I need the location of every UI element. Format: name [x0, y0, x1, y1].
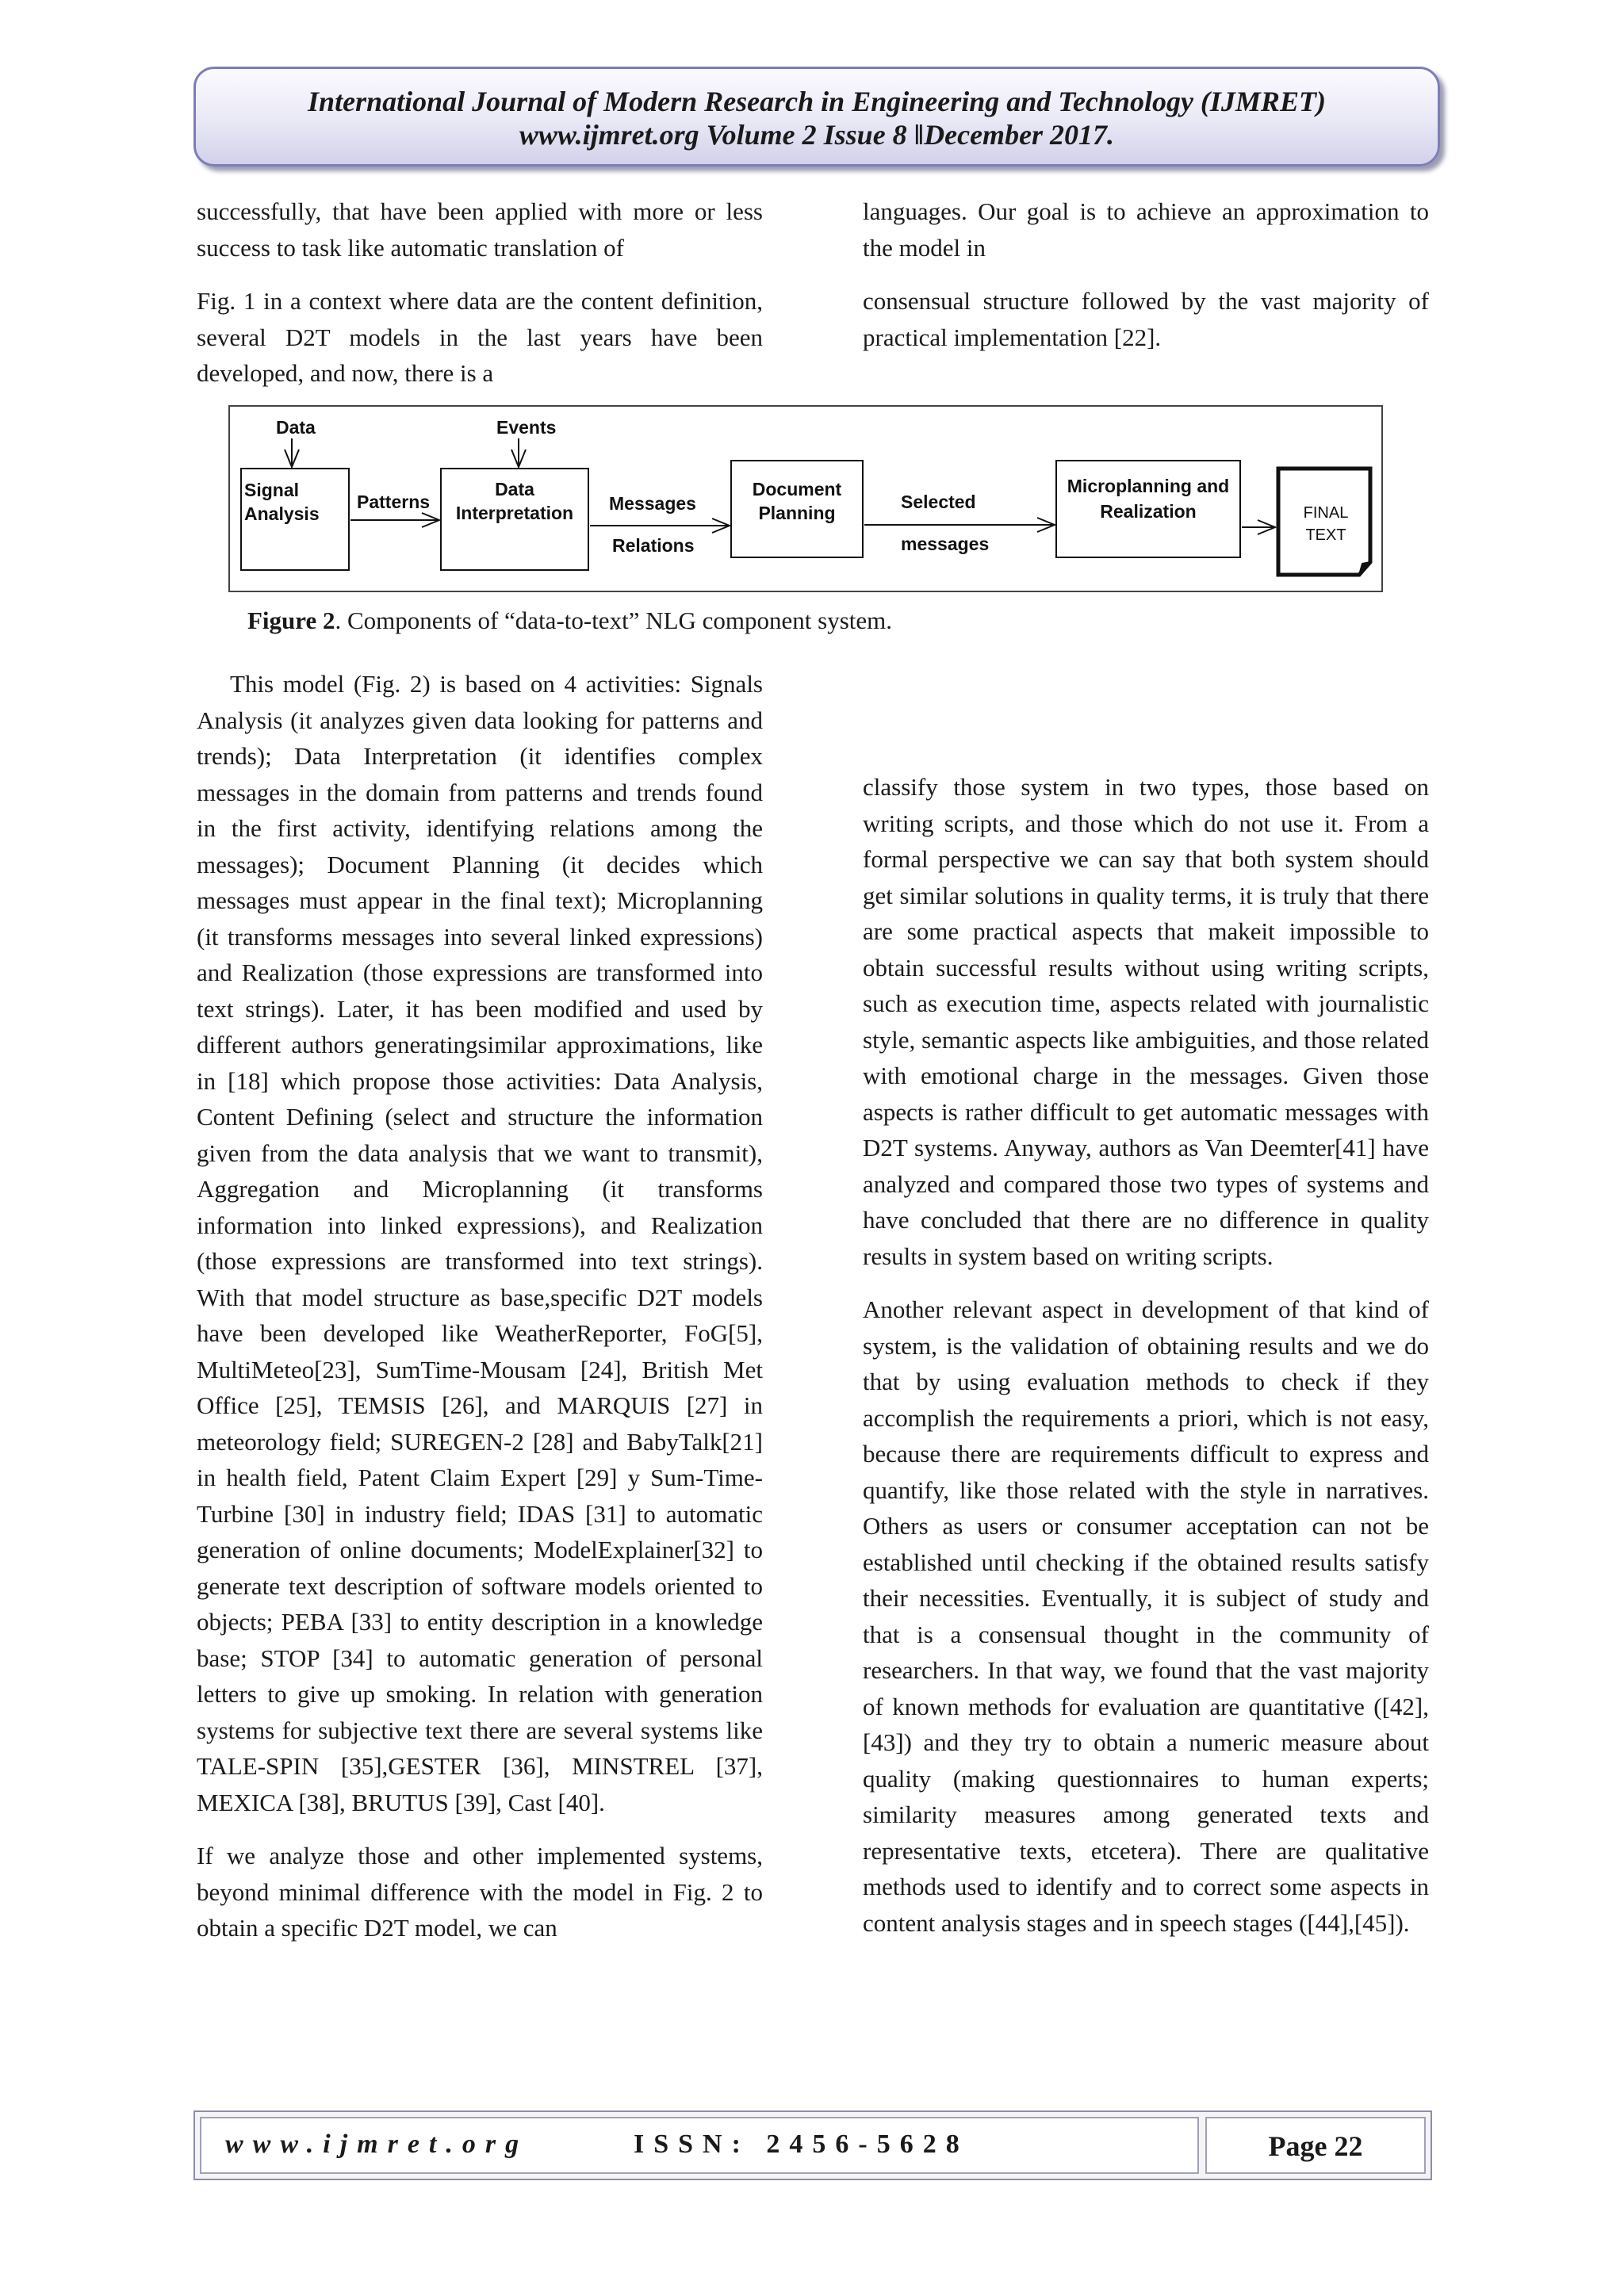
journal-header — [193, 67, 1440, 166]
paragraph: Fig. 1 in a context where data are the content definition, several D2T models in the last years have been developed, and now, there is a — [197, 287, 763, 387]
page-number: Page 22 — [1268, 2130, 1363, 2162]
paragraph: languages. Our goal is to achieve an approximation to the model in — [863, 197, 1429, 262]
footer-website: www.ijmret.org — [225, 2130, 529, 2159]
paragraph: If we analyze those and other implemented systems, beyond minimal difference with the model in Fig. 2 to obtain a specific D2T model, we can — [197, 1842, 763, 1942]
signal-analysis-label: Signal — [244, 480, 300, 500]
figure-caption — [247, 607, 892, 635]
figure-caption-label: Figure 2 — [247, 607, 335, 634]
journal-issue-line: www.ijmret.org Volume 2 Issue 8 ǁDecember 2017. — [519, 119, 1115, 151]
footer-issn: ISSN: 2456-5628 — [634, 2130, 969, 2159]
paragraph: This model (Fig. 2) is based on 4 activities: Signals Analysis (it analyzes given data looking for patterns and trends); Data Interpretation (it identifies complex messages in the domain from patterns and trends found in the first activity, identifying relations among the messages); Document Planning (it decides which messages must appear in the final text); Microplanning (it transforms messages into several linked expressions) and Realization (those expressions are transformed into text strings). Later, it has been modified and used by different authors generatingsimilar approximations, like in [18] which propose those activities: Data Analysis, Content Defining (select and structure the information given from the data analysis that we want to transmit), Aggregation and Microplanning (it transforms information into linked expressions), and Realization (those expressions are transformed into text strings). With that model structure as base,specific D2T models have been developed like WeatherReporter, FoG[5], MultiMeteo[23], SumTime-Mousam [24], British Met Office [25], TEMSIS [26], and MARQUIS [27] in meteorology field; SUREGEN-2 [28] and BabyTalk[21] in health field, Patent Claim Expert [29] y Sum-Time-Turbine [30] in industry field; IDAS [31] to automatic generation of online documents; ModelExplainer[32] to generate text description of software models oriented to objects; PEBA [33] to entity description in a knowledge base; STOP [34] to automatic generation of personal letters to give up smoking. In relation with generation systems for subjective text there are several systems like TALE-SPIN [35],GESTER [36], MINSTREL [37], MEXICA [38], BRUTUS [39], Cast [40]. — [197, 670, 763, 1816]
page-footer — [193, 2110, 1432, 2180]
top-right-column — [863, 193, 1429, 355]
paragraph: Another relevant aspect in development of that kind of system, is the validation of obtaining results and we do that by using evaluation methods to check if they accomplish the requirements a priori, which is not easy, because there are requirements difficult to express and quantify, like those related with the style in narratives. Others as users or consumer acceptation can not be established until checking if the obtained results satisfy their necessities. Eventually, it is subject of study and that is a consensual thought in the community of researchers. In that way, we found that the vast majority of known methods for evaluation are quantitative ([42],[43]) and they try to obtain a numeric measure about quality (making questionnaires to human experts; similarity measures among generated texts and representative texts, etcetera). There are qualitative methods used to identify and to correct some aspects in content analysis stages and in speech stages ([44],[45]). — [863, 1295, 1429, 1937]
paragraph: consensual structure followed by the vast majority of practical implementation [22]. — [863, 287, 1429, 351]
left-column — [197, 666, 763, 1946]
selected-label: Selected — [901, 492, 976, 512]
paragraph: successfully, that have been applied with more or less success to task like automatic translation of — [197, 197, 763, 262]
document-planning-label: Planning — [758, 503, 836, 523]
d2t-pipeline-diagram — [228, 405, 1383, 592]
footer-right-panel — [1205, 2117, 1426, 2174]
input-events-label: Events — [496, 417, 557, 438]
paragraph: classify those system in two types, those based on writing scripts, and those which do not use it. From a formal perspective we can say that both system should get similar solutions in quality terms, it is truly that there are some practical aspects that makeit impossible to obtain successful results without using writing scripts, such as execution time, aspects related with journalistic style, semantic aspects like ambiguities, and those related with emotional charge in the messages. Given those aspects is rather difficult to get automatic messages with D2T systems. Anyway, authors as Van Deemter[41] have analyzed and compared those two types of systems and have concluded that there are no difference in quality results in system based on writing scripts. — [863, 773, 1429, 1270]
final-text-label: FINAL — [1303, 504, 1349, 522]
top-left-column — [197, 193, 763, 392]
microplanning-realization-label: Realization — [1100, 501, 1197, 522]
signal-analysis-label: Analysis — [244, 503, 320, 524]
final-text-document-icon — [1278, 469, 1370, 575]
footer-left-panel — [200, 2117, 1199, 2174]
document-planning-label: Document — [752, 479, 842, 499]
messages-label: Messages — [609, 493, 696, 514]
relations-label: Relations — [612, 535, 695, 556]
input-data-label: Data — [276, 417, 316, 438]
right-column — [863, 769, 1429, 1941]
messages-label-2: messages — [901, 534, 990, 554]
data-interpretation-label: Interpretation — [455, 503, 574, 523]
patterns-label: Patterns — [357, 492, 431, 512]
figure-caption-text: . Components of “data-to-text” NLG component system. — [335, 607, 893, 634]
data-interpretation-label: Data — [495, 479, 534, 499]
microplanning-realization-label: Microplanning and — [1067, 476, 1230, 496]
final-text-label: TEXT — [1305, 526, 1346, 544]
journal-title: International Journal of Modern Research in Engineering and Technology (IJMRET) — [308, 86, 1326, 117]
